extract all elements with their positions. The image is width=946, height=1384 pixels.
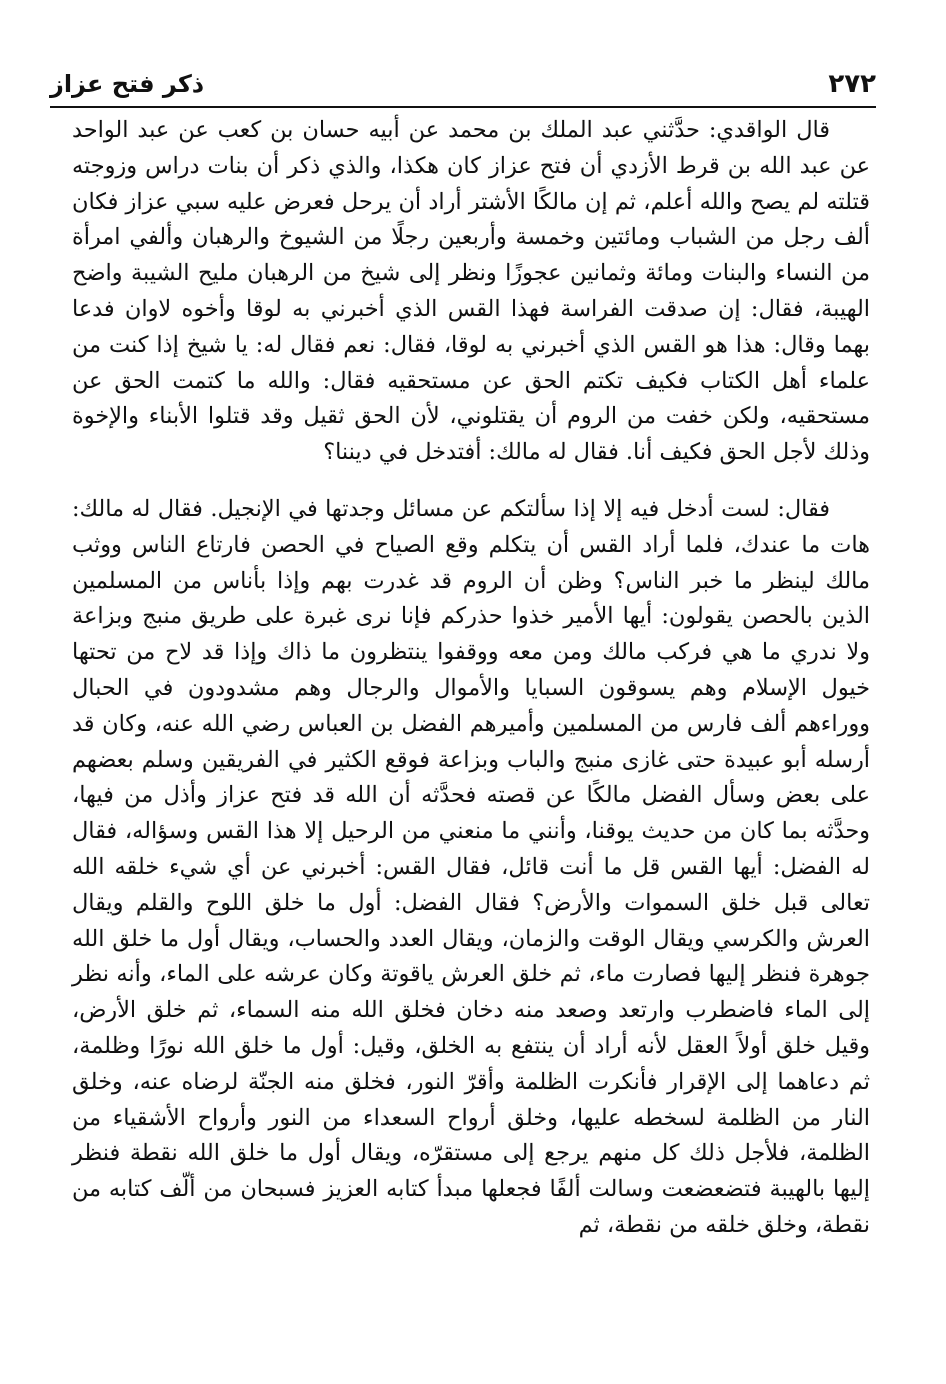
paragraph-1: قال الواقدي: حدَّثني عبد الملك بن محمد عن أبيه حسان بن كعب عن عبد الواحد عن عبد الله بن قرط الأزدي أن فتح عزاز كان هكذا، والذي ذكر أن بنات دراس وزوجته قتلته لم يصح والله أعلم، ثم إن مالكًا الأشتر أراد أن يرحل فعرض عليه سبي عزاز فكان ألف رجل من الشباب ومائتين وخمسة وأربعين رجلًا من الشيوخ والرهبان وألفي امرأة من النساء والبنات ومائة وثمانين عجوزًا ونظر إلى شيخ من الرهبان مليح الشيبة واضح الهيبة، فقال: إن صدقت الفراسة فهذا القس الذي أخبرني به لوقا وأخوه لاوان فدعا بهما وقال: هذا هو القس الذي أخبرني به لوقا، فقال: نعم فقال له: يا شيخ إذا كنت من علماء أهل الكتاب فكيف تكتم الحق عن مستحقيه فقال: والله ما كتمت الحق عن مستحقيه، ولكن خفت من الروم أن يقتلوني، لأن الحق ثقيل وقد قتلوا الأبناء والإخوة وذلك لأجل الحق فكيف أنا. فقال له مالك: أفتدخل في ديننا؟ (72, 117, 870, 466)
page-number: ٢٧٢ (828, 69, 876, 99)
paragraph-2: فقال: لست أدخل فيه إلا إذا سألتكم عن مسائل وجدتها في الإنجيل. فقال له مالك: هات ما عندك، فلما أراد القس أن يتكلم وقع الصياح في الحصن فارتاع الناس ووثب مالك لينظر ما خبر الناس؟ وظن أن الروم قد غدرت بهم وإذا بأناس من المسلمين الذين بالحصن يقولون: أيها الأمير خذوا حذركم فإنا نرى غبرة على طريق منبج وبزاعة ولا ندري ما هي فركب مالك ومن معه ووقفوا ينتظرون ما ذاك وإذا قد لاح من تحتها خيول الإسلام وهم يسوقون السبايا والأموال والرجال وهم مشدودون في الحبال ووراءهم ألف فارس من المسلمين وأميرهم الفضل بن العباس رضي الله عنه، وكان قد أرسله أبو عبيدة حتى غازى منبج والباب وبزاعة فوقع الكثير في الفريقين وسلم بعضهم على بعض وسأل الفضل مالكًا عن قصته فحدَّثه أن الله قد فتح عزاز وأذل من فيها، وحدَّثه بما كان من حديث يوقنا، وأنني ما منعني من الرحيل إلا هذا القس وسؤاله، فقال له الفضل: أيها القس قل ما أنت قائل، فقال القس: أخبرني عن أي شيء خلقه الله تعالى قبل خلق السموات والأرض؟ فقال الفضل: أول ما خلق اللوح والقلم ويقال العرش والكرسي ويقال الوقت والزمان، ويقال العدد والحساب، ويقال أول ما خلق الله جوهرة فنظر إليها فصارت ماء، ثم خلق العرش ياقوتة وكان عرشه على الماء، وأنه نظر إلى الماء فاضطرب وارتعد وصعد منه دخان فخلق الله منه السماء، ثم خلق الأرض، وقيل خلق أولاً العقل لأنه أراد أن ينتفع به الخلق، وقيل: أول ما خلق الله نورًا وظلمة، ثم دعاهما إلى الإقرار فأنكرت الظلمة وأقرّ النور، فخلق منه الجنّة لرضاه عنه، وخلق النار من الظلمة لسخطه عليها، وخلق أرواح السعداء من النور وأرواح الأشقياء من الظلمة، فلأجل ذلك كل منهم يرجع إلى مستقرّه، ويقال أول ما خلق الله نقطة فنظر إليها بالهيبة فتضعضعت وسالت ألفًا فجعلها مبدأ كتابه العزيز فسبحان من ألّف كتابه من نقطة، وخلق خلقه من نقطة، ثم (72, 495, 870, 1238)
page-body (72, 113, 870, 1244)
page-header (50, 62, 876, 108)
running-title: ذكر فتح عزاز (50, 70, 205, 98)
